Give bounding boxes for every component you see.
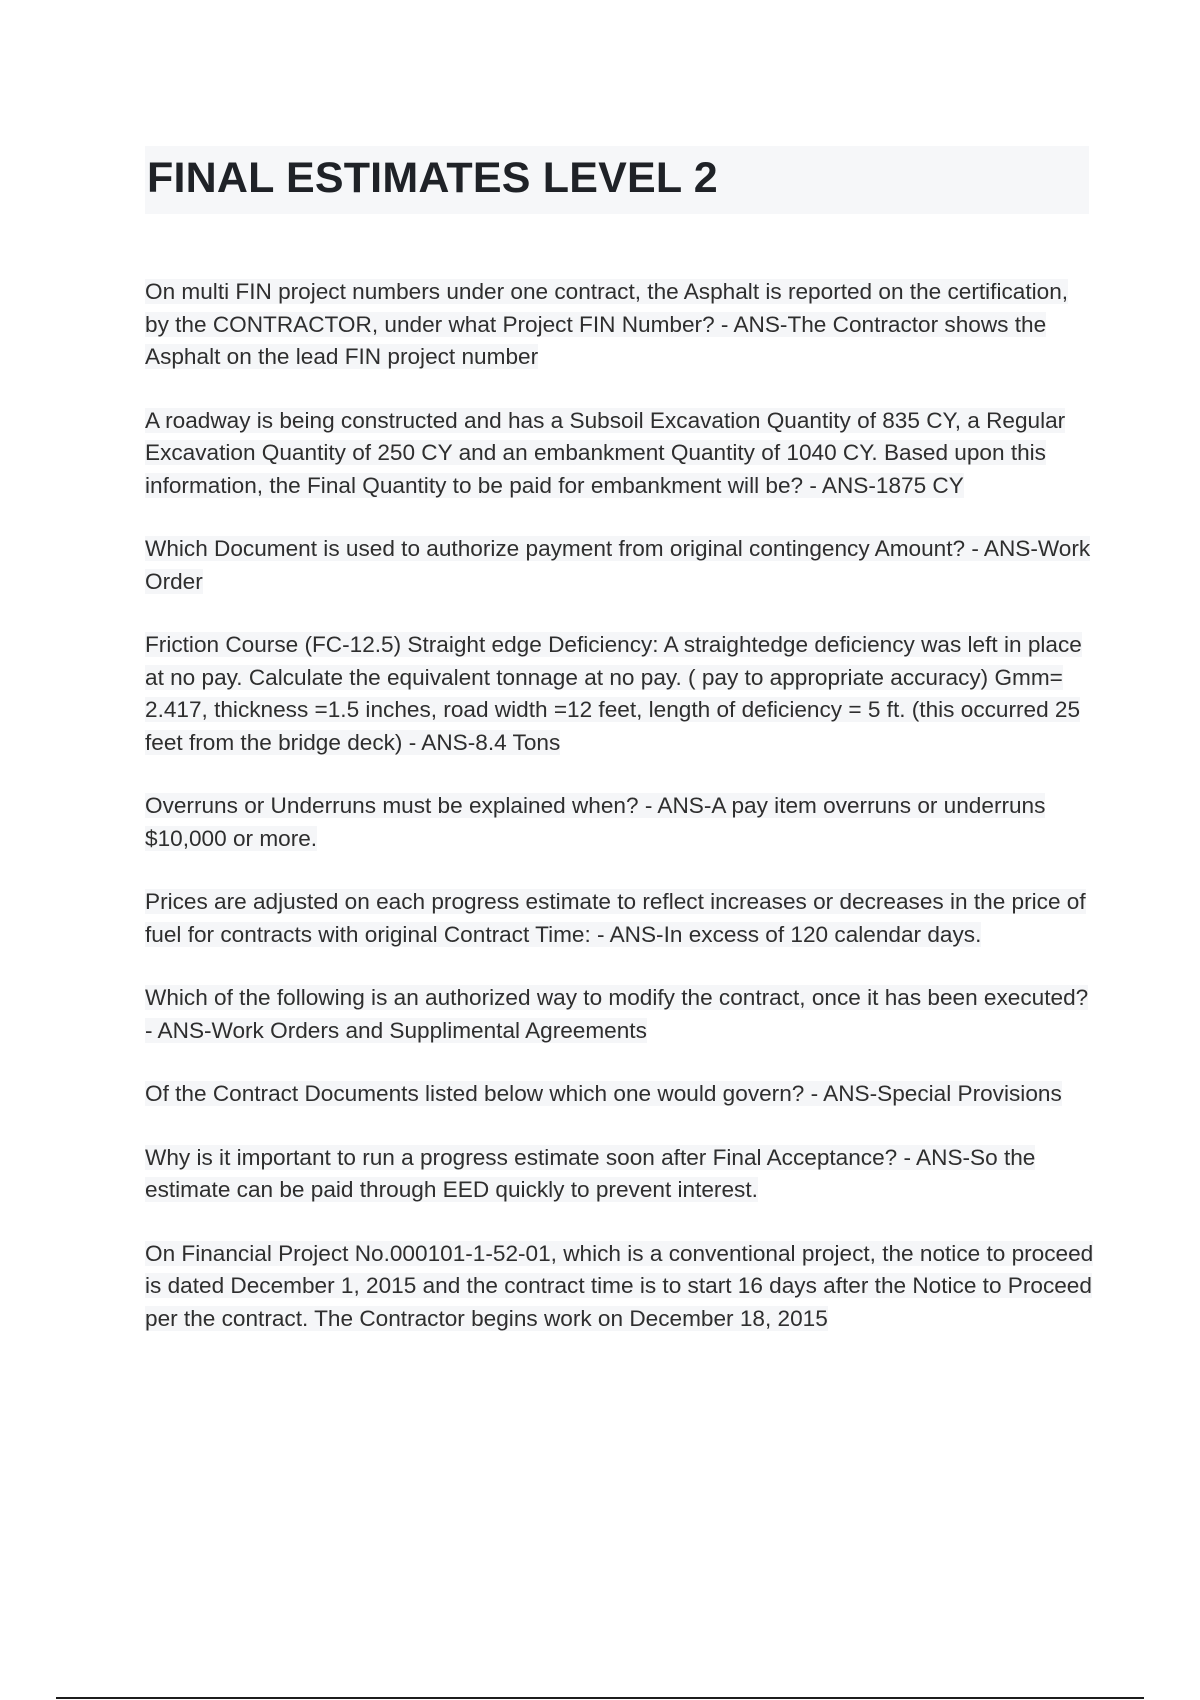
- qa-list: [145, 276, 1095, 1366]
- qa-item: [145, 886, 1095, 951]
- qa-text: A roadway is being constructed and has a Subsoil Excavation Quantity of 835 CY, a Regular Excavation Quantity of 250 CY and an embankment Quantity of 1040 CY. Based upon this information, the Final Quantity to be paid for embankment will be? - ANS-1875 CY: [145, 407, 1066, 498]
- qa-text: Prices are adjusted on each progress estimate to reflect increases or decreases in the price of fuel for contracts with original Contract Time: - ANS-In excess of 120 calendar days.: [145, 889, 1086, 947]
- qa-item: [145, 1238, 1095, 1336]
- qa-item: [145, 790, 1095, 855]
- qa-text: Of the Contract Documents listed below which one would govern? - ANS-Special Provisions: [145, 1081, 1062, 1106]
- qa-item: [145, 629, 1095, 759]
- footer-divider: [56, 1697, 1144, 1699]
- qa-text: Why is it important to run a progress estimate soon after Final Acceptance? - ANS-So the estimate can be paid through EED quickly to prevent interest.: [145, 1144, 1036, 1202]
- qa-text: Overruns or Underruns must be explained when? - ANS-A pay item overruns or underruns $10,000 or more.: [145, 793, 1046, 851]
- title-block: [145, 146, 1089, 214]
- qa-item: [145, 276, 1095, 374]
- qa-item: [145, 1142, 1095, 1207]
- qa-text: Which Document is used to authorize payment from original contingency Amount? - ANS-Work Order: [145, 536, 1091, 594]
- qa-text: On Financial Project No.000101-1-52-01, which is a conventional project, the notice to proceed is dated December 1, 2015 and the contract time is to start 16 days after the Notice to Proceed per the contract. The Contractor begins work on December 18, 2015: [145, 1240, 1094, 1331]
- qa-text: Which of the following is an authorized way to modify the contract, once it has been executed? - ANS-Work Orders and Supplimental Agreements: [145, 985, 1089, 1043]
- qa-item: [145, 982, 1095, 1047]
- qa-item: [145, 1078, 1095, 1111]
- qa-text: Friction Course (FC-12.5) Straight edge Deficiency: A straightedge deficiency was left in place at no pay. Calculate the equivalent tonnage at no pay. ( pay to appropriate accuracy) Gmm= 2.417, thickness =1.5 inches, road width =12 feet, length of deficiency = 5 ft. (this occurred 25 feet from the bridge deck) - ANS-8.4 Tons: [145, 632, 1082, 755]
- qa-text: On multi FIN project numbers under one contract, the Asphalt is reported on the certification, by the CONTRACTOR, under what Project FIN Number? - ANS-The Contractor shows the Asphalt on the lead FIN project number: [145, 279, 1069, 369]
- page-title: FINAL ESTIMATES LEVEL 2: [147, 154, 718, 202]
- qa-item: [145, 533, 1095, 598]
- qa-item: [145, 405, 1095, 503]
